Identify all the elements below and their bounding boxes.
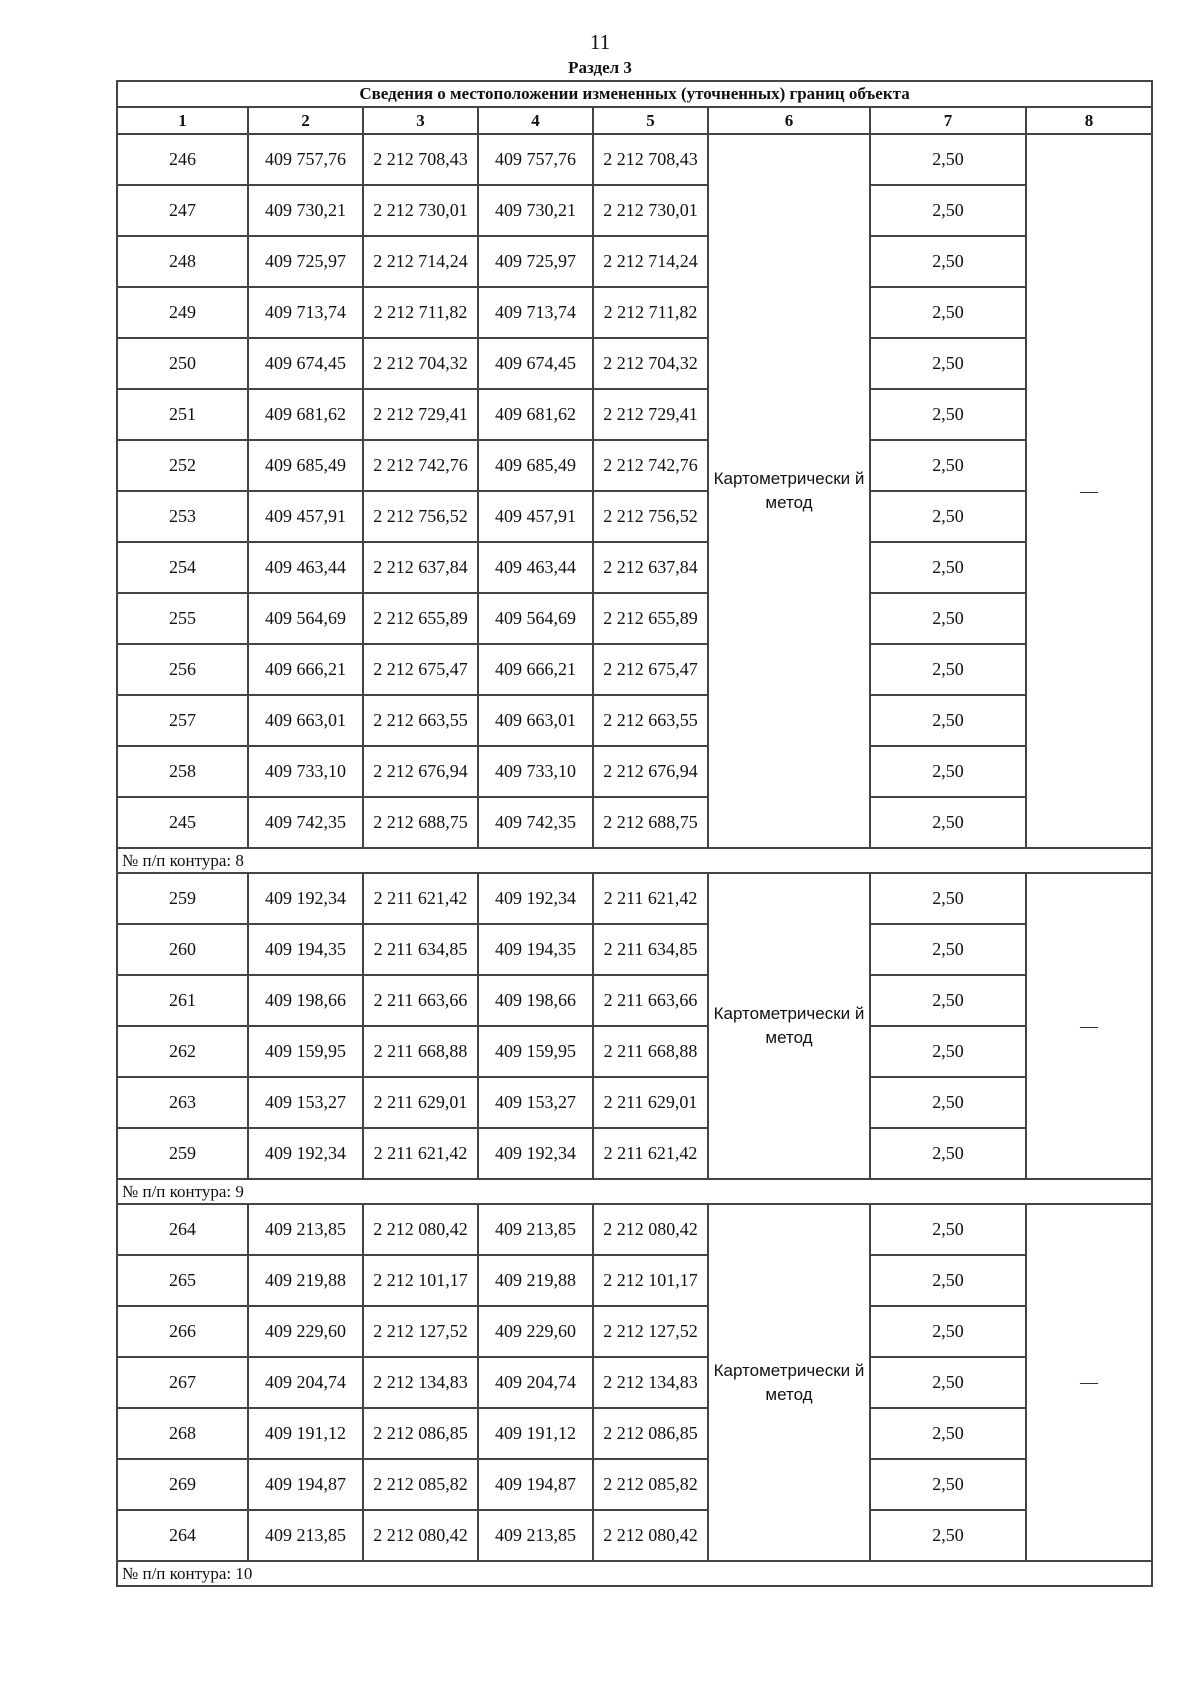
table-row [117, 1026, 1152, 1077]
point-number: 259 [117, 873, 248, 924]
x-coordinate-existing: 409 730,21 [248, 185, 363, 236]
x-coordinate-new: 409 198,66 [478, 975, 593, 1026]
y-coordinate-existing: 2 211 668,88 [363, 1026, 478, 1077]
table-caption: Сведения о местоположении измененных (уточненных) границ объекта [117, 81, 1152, 107]
table-row [117, 1357, 1152, 1408]
table-row [117, 542, 1152, 593]
table-row [117, 389, 1152, 440]
x-coordinate-new: 409 219,88 [478, 1255, 593, 1306]
contour-label: № п/п контура: 9 [117, 1179, 1152, 1204]
point-number: 253 [117, 491, 248, 542]
y-coordinate-new: 2 211 663,66 [593, 975, 708, 1026]
point-number: 250 [117, 338, 248, 389]
y-coordinate-existing: 2 211 663,66 [363, 975, 478, 1026]
x-coordinate-new: 409 457,91 [478, 491, 593, 542]
y-coordinate-new: 2 212 127,52 [593, 1306, 708, 1357]
accuracy-value: 2,50 [870, 1459, 1026, 1510]
contour-row [117, 1561, 1152, 1586]
y-coordinate-existing: 2 212 663,55 [363, 695, 478, 746]
table-row [117, 1306, 1152, 1357]
x-coordinate-new: 409 685,49 [478, 440, 593, 491]
table-row [117, 491, 1152, 542]
accuracy-value: 2,50 [870, 797, 1026, 848]
point-number: 262 [117, 1026, 248, 1077]
accuracy-value: 2,50 [870, 1204, 1026, 1255]
y-coordinate-existing: 2 212 711,82 [363, 287, 478, 338]
table-row [117, 236, 1152, 287]
x-coordinate-new: 409 191,12 [478, 1408, 593, 1459]
point-number: 246 [117, 134, 248, 185]
accuracy-value: 2,50 [870, 1255, 1026, 1306]
x-coordinate-new: 409 663,01 [478, 695, 593, 746]
accuracy-value: 2,50 [870, 185, 1026, 236]
column-number: 2 [248, 107, 363, 134]
method-cell: Картометрически й метод [708, 134, 870, 848]
y-coordinate-new: 2 212 676,94 [593, 746, 708, 797]
x-coordinate-new: 409 730,21 [478, 185, 593, 236]
accuracy-value: 2,50 [870, 542, 1026, 593]
y-coordinate-existing: 2 212 704,32 [363, 338, 478, 389]
x-coordinate-new: 409 229,60 [478, 1306, 593, 1357]
point-number: 249 [117, 287, 248, 338]
x-coordinate-existing: 409 194,35 [248, 924, 363, 975]
accuracy-value: 2,50 [870, 1026, 1026, 1077]
x-coordinate-new: 409 194,35 [478, 924, 593, 975]
column-number: 1 [117, 107, 248, 134]
x-coordinate-existing: 409 463,44 [248, 542, 363, 593]
point-number: 258 [117, 746, 248, 797]
accuracy-value: 2,50 [870, 593, 1026, 644]
x-coordinate-new: 409 564,69 [478, 593, 593, 644]
y-coordinate-new: 2 212 714,24 [593, 236, 708, 287]
y-coordinate-new: 2 212 663,55 [593, 695, 708, 746]
column-number: 8 [1026, 107, 1152, 134]
x-coordinate-existing: 409 159,95 [248, 1026, 363, 1077]
x-coordinate-existing: 409 153,27 [248, 1077, 363, 1128]
y-coordinate-new: 2 212 704,32 [593, 338, 708, 389]
x-coordinate-existing: 409 681,62 [248, 389, 363, 440]
y-coordinate-existing: 2 212 655,89 [363, 593, 478, 644]
y-coordinate-existing: 2 212 676,94 [363, 746, 478, 797]
method-cell: Картометрически й метод [708, 873, 870, 1179]
y-coordinate-existing: 2 211 629,01 [363, 1077, 478, 1128]
accuracy-value: 2,50 [870, 644, 1026, 695]
x-coordinate-existing: 409 713,74 [248, 287, 363, 338]
x-coordinate-existing: 409 191,12 [248, 1408, 363, 1459]
table-row [117, 644, 1152, 695]
x-coordinate-existing: 409 733,10 [248, 746, 363, 797]
column-number: 7 [870, 107, 1026, 134]
y-coordinate-new: 2 212 730,01 [593, 185, 708, 236]
contour-row [117, 848, 1152, 873]
y-coordinate-existing: 2 212 742,76 [363, 440, 478, 491]
accuracy-value: 2,50 [870, 746, 1026, 797]
x-coordinate-existing: 409 757,76 [248, 134, 363, 185]
accuracy-value: 2,50 [870, 695, 1026, 746]
x-coordinate-new: 409 713,74 [478, 287, 593, 338]
point-number: 259 [117, 1128, 248, 1179]
y-coordinate-existing: 2 212 134,83 [363, 1357, 478, 1408]
y-coordinate-existing: 2 212 085,82 [363, 1459, 478, 1510]
point-number: 269 [117, 1459, 248, 1510]
y-coordinate-existing: 2 212 730,01 [363, 185, 478, 236]
point-number: 267 [117, 1357, 248, 1408]
section-title: Раздел 3 [568, 58, 632, 77]
table-row [117, 1204, 1152, 1255]
point-number: 264 [117, 1204, 248, 1255]
y-coordinate-new: 2 211 621,42 [593, 873, 708, 924]
table-row [117, 185, 1152, 236]
y-coordinate-existing: 2 212 086,85 [363, 1408, 478, 1459]
point-number: 265 [117, 1255, 248, 1306]
y-coordinate-existing: 2 212 688,75 [363, 797, 478, 848]
boundary-table [116, 80, 1153, 1587]
table-row [117, 873, 1152, 924]
column-number: 6 [708, 107, 870, 134]
table-row [117, 797, 1152, 848]
x-coordinate-existing: 409 204,74 [248, 1357, 363, 1408]
column-8-dash: — [1026, 134, 1152, 848]
y-coordinate-new: 2 212 134,83 [593, 1357, 708, 1408]
table-row [117, 1408, 1152, 1459]
x-coordinate-existing: 409 663,01 [248, 695, 363, 746]
table-row [117, 1510, 1152, 1561]
accuracy-value: 2,50 [870, 338, 1026, 389]
x-coordinate-existing: 409 457,91 [248, 491, 363, 542]
table-row [117, 924, 1152, 975]
y-coordinate-existing: 2 212 756,52 [363, 491, 478, 542]
column-number-row [117, 107, 1152, 134]
accuracy-value: 2,50 [870, 287, 1026, 338]
table-row [117, 593, 1152, 644]
contour-label: № п/п контура: 8 [117, 848, 1152, 873]
x-coordinate-new: 409 725,97 [478, 236, 593, 287]
column-8-dash: — [1026, 1204, 1152, 1561]
x-coordinate-new: 409 681,62 [478, 389, 593, 440]
accuracy-value: 2,50 [870, 1408, 1026, 1459]
x-coordinate-existing: 409 219,88 [248, 1255, 363, 1306]
table-row [117, 287, 1152, 338]
point-number: 251 [117, 389, 248, 440]
x-coordinate-new: 409 742,35 [478, 797, 593, 848]
y-coordinate-new: 2 212 085,82 [593, 1459, 708, 1510]
y-coordinate-new: 2 212 688,75 [593, 797, 708, 848]
y-coordinate-existing: 2 211 621,42 [363, 873, 478, 924]
accuracy-value: 2,50 [870, 924, 1026, 975]
y-coordinate-new: 2 212 637,84 [593, 542, 708, 593]
x-coordinate-new: 409 192,34 [478, 873, 593, 924]
table-row [117, 975, 1152, 1026]
page-number: 11 [589, 30, 611, 54]
y-coordinate-existing: 2 212 101,17 [363, 1255, 478, 1306]
y-coordinate-new: 2 212 756,52 [593, 491, 708, 542]
x-coordinate-existing: 409 725,97 [248, 236, 363, 287]
y-coordinate-existing: 2 212 714,24 [363, 236, 478, 287]
x-coordinate-existing: 409 194,87 [248, 1459, 363, 1510]
y-coordinate-new: 2 211 668,88 [593, 1026, 708, 1077]
column-8-dash: — [1026, 873, 1152, 1179]
accuracy-value: 2,50 [870, 134, 1026, 185]
y-coordinate-new: 2 212 080,42 [593, 1204, 708, 1255]
accuracy-value: 2,50 [870, 1306, 1026, 1357]
x-coordinate-existing: 409 213,85 [248, 1510, 363, 1561]
y-coordinate-new: 2 211 629,01 [593, 1077, 708, 1128]
y-coordinate-new: 2 211 634,85 [593, 924, 708, 975]
contour-label: № п/п контура: 10 [117, 1561, 1152, 1586]
y-coordinate-existing: 2 212 080,42 [363, 1204, 478, 1255]
x-coordinate-new: 409 194,87 [478, 1459, 593, 1510]
y-coordinate-existing: 2 212 708,43 [363, 134, 478, 185]
point-number: 268 [117, 1408, 248, 1459]
x-coordinate-new: 409 153,27 [478, 1077, 593, 1128]
x-coordinate-existing: 409 229,60 [248, 1306, 363, 1357]
table-row [117, 1255, 1152, 1306]
accuracy-value: 2,50 [870, 236, 1026, 287]
x-coordinate-new: 409 674,45 [478, 338, 593, 389]
y-coordinate-existing: 2 212 675,47 [363, 644, 478, 695]
accuracy-value: 2,50 [870, 389, 1026, 440]
method-cell: Картометрически й метод [708, 1204, 870, 1561]
point-number: 257 [117, 695, 248, 746]
y-coordinate-new: 2 212 086,85 [593, 1408, 708, 1459]
x-coordinate-new: 409 213,85 [478, 1204, 593, 1255]
column-number: 5 [593, 107, 708, 134]
y-coordinate-new: 2 212 675,47 [593, 644, 708, 695]
point-number: 248 [117, 236, 248, 287]
accuracy-value: 2,50 [870, 491, 1026, 542]
y-coordinate-existing: 2 212 729,41 [363, 389, 478, 440]
x-coordinate-existing: 409 192,34 [248, 1128, 363, 1179]
x-coordinate-new: 409 192,34 [478, 1128, 593, 1179]
accuracy-value: 2,50 [870, 1077, 1026, 1128]
accuracy-value: 2,50 [870, 975, 1026, 1026]
point-number: 263 [117, 1077, 248, 1128]
table-row [117, 1459, 1152, 1510]
y-coordinate-new: 2 212 655,89 [593, 593, 708, 644]
y-coordinate-new: 2 212 101,17 [593, 1255, 708, 1306]
table-row [117, 695, 1152, 746]
y-coordinate-existing: 2 211 621,42 [363, 1128, 478, 1179]
accuracy-value: 2,50 [870, 1128, 1026, 1179]
y-coordinate-existing: 2 212 080,42 [363, 1510, 478, 1561]
x-coordinate-new: 409 204,74 [478, 1357, 593, 1408]
point-number: 264 [117, 1510, 248, 1561]
x-coordinate-new: 409 463,44 [478, 542, 593, 593]
y-coordinate-new: 2 212 742,76 [593, 440, 708, 491]
accuracy-value: 2,50 [870, 1357, 1026, 1408]
column-number: 3 [363, 107, 478, 134]
x-coordinate-existing: 409 213,85 [248, 1204, 363, 1255]
table-row [117, 440, 1152, 491]
table-row [117, 746, 1152, 797]
x-coordinate-existing: 409 742,35 [248, 797, 363, 848]
accuracy-value: 2,50 [870, 440, 1026, 491]
y-coordinate-existing: 2 212 127,52 [363, 1306, 478, 1357]
x-coordinate-new: 409 757,76 [478, 134, 593, 185]
x-coordinate-new: 409 159,95 [478, 1026, 593, 1077]
x-coordinate-existing: 409 674,45 [248, 338, 363, 389]
x-coordinate-existing: 409 192,34 [248, 873, 363, 924]
table-row [117, 1128, 1152, 1179]
table-row [117, 134, 1152, 185]
x-coordinate-new: 409 733,10 [478, 746, 593, 797]
contour-row [117, 1179, 1152, 1204]
point-number: 256 [117, 644, 248, 695]
y-coordinate-new: 2 212 080,42 [593, 1510, 708, 1561]
point-number: 252 [117, 440, 248, 491]
accuracy-value: 2,50 [870, 873, 1026, 924]
point-number: 260 [117, 924, 248, 975]
y-coordinate-existing: 2 211 634,85 [363, 924, 478, 975]
y-coordinate-new: 2 212 729,41 [593, 389, 708, 440]
x-coordinate-new: 409 666,21 [478, 644, 593, 695]
point-number: 255 [117, 593, 248, 644]
table-row [117, 338, 1152, 389]
point-number: 247 [117, 185, 248, 236]
x-coordinate-existing: 409 198,66 [248, 975, 363, 1026]
y-coordinate-existing: 2 212 637,84 [363, 542, 478, 593]
y-coordinate-new: 2 212 708,43 [593, 134, 708, 185]
point-number: 261 [117, 975, 248, 1026]
y-coordinate-new: 2 212 711,82 [593, 287, 708, 338]
accuracy-value: 2,50 [870, 1510, 1026, 1561]
x-coordinate-existing: 409 666,21 [248, 644, 363, 695]
table-row [117, 1077, 1152, 1128]
point-number: 245 [117, 797, 248, 848]
x-coordinate-new: 409 213,85 [478, 1510, 593, 1561]
x-coordinate-existing: 409 685,49 [248, 440, 363, 491]
point-number: 254 [117, 542, 248, 593]
x-coordinate-existing: 409 564,69 [248, 593, 363, 644]
y-coordinate-new: 2 211 621,42 [593, 1128, 708, 1179]
column-number: 4 [478, 107, 593, 134]
point-number: 266 [117, 1306, 248, 1357]
